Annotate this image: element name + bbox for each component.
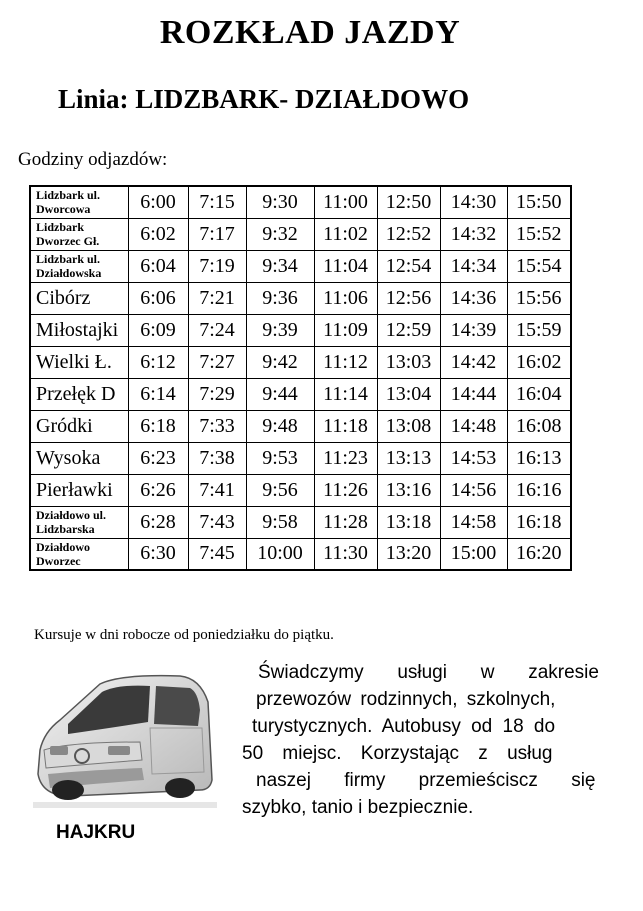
- departure-time: 11:02: [314, 218, 377, 250]
- timetable-row: [30, 474, 571, 506]
- departure-time: 13:08: [377, 410, 440, 442]
- departure-time: 13:18: [377, 506, 440, 538]
- departure-time: 12:50: [377, 186, 440, 218]
- stop-name: Gródki: [30, 410, 128, 442]
- timetable-row: [30, 186, 571, 218]
- departure-time: 7:43: [188, 506, 246, 538]
- departure-time: 6:00: [128, 186, 188, 218]
- stop-name: Lidzbark Dworzec Gł.: [30, 218, 128, 250]
- departure-time: 14:44: [440, 378, 507, 410]
- departure-time: 9:44: [246, 378, 314, 410]
- services-word: Świadczymy: [258, 662, 364, 683]
- departure-time: 6:26: [128, 474, 188, 506]
- timetable-row: [30, 538, 571, 570]
- stop-name: Miłostajki: [30, 314, 128, 346]
- departure-time: 15:54: [507, 250, 571, 282]
- departure-time: 11:09: [314, 314, 377, 346]
- timetable-row: [30, 442, 571, 474]
- stop-name: Lidzbark ul. Dworcowa: [30, 186, 128, 218]
- page-title: ROZKŁAD JAZDY: [159, 14, 461, 51]
- departure-time: 7:24: [188, 314, 246, 346]
- services-line: szybko, tanio i bezpiecznie.: [242, 797, 474, 818]
- departure-time: 9:58: [246, 506, 314, 538]
- departure-time: 12:59: [377, 314, 440, 346]
- departure-time: 14:56: [440, 474, 507, 506]
- departure-time: 7:29: [188, 378, 246, 410]
- departure-time: 9:32: [246, 218, 314, 250]
- timetable-row: [30, 314, 571, 346]
- departure-time: 16:16: [507, 474, 571, 506]
- departure-time: 7:21: [188, 282, 246, 314]
- stop-name: Przełęk D: [30, 378, 128, 410]
- departure-time: 6:14: [128, 378, 188, 410]
- services-line: przewozów rodzinnych, szkolnych,: [256, 689, 556, 710]
- stop-name: Wysoka: [30, 442, 128, 474]
- departure-time: 10:00: [246, 538, 314, 570]
- departure-time: 9:36: [246, 282, 314, 314]
- departure-time: 9:34: [246, 250, 314, 282]
- departure-time: 11:00: [314, 186, 377, 218]
- services-line: [242, 659, 599, 686]
- stop-name: Lidzbark ul. Działdowska: [30, 250, 128, 282]
- departure-time: 12:56: [377, 282, 440, 314]
- departure-time: 9:48: [246, 410, 314, 442]
- minibus-image: [30, 662, 220, 812]
- stop-name: Wielki Ł.: [30, 346, 128, 378]
- departure-time: 14:58: [440, 506, 507, 538]
- timetable-row: [30, 250, 571, 282]
- operating-days-note: Kursuje w dni robocze od poniedziałku do piątku.: [34, 627, 334, 643]
- services-word: usługi: [397, 662, 447, 683]
- stop-name: Cibórz: [30, 282, 128, 314]
- departure-time: 11:28: [314, 506, 377, 538]
- timetable-row: [30, 410, 571, 442]
- departure-time: 15:52: [507, 218, 571, 250]
- departure-time: 9:42: [246, 346, 314, 378]
- timetable-row: [30, 346, 571, 378]
- departure-time: 11:06: [314, 282, 377, 314]
- services-line: naszej firmy przemieściscz się: [256, 770, 596, 791]
- services-line: 50 miejsc. Korzystając z usług: [242, 743, 553, 764]
- route-subtitle: Linia: LIDZBARK- DZIAŁDOWO: [58, 84, 470, 114]
- timetable-row: [30, 378, 571, 410]
- departure-time: 14:48: [440, 410, 507, 442]
- departure-time: 6:18: [128, 410, 188, 442]
- departure-time: 13:20: [377, 538, 440, 570]
- stop-name: Pierławki: [30, 474, 128, 506]
- departure-time: 9:30: [246, 186, 314, 218]
- timetable-row: [30, 506, 571, 538]
- departure-time: 7:33: [188, 410, 246, 442]
- departure-time: 11:23: [314, 442, 377, 474]
- departure-time: 16:20: [507, 538, 571, 570]
- services-line: turystycznych. Autobusy od 18 do: [252, 716, 556, 737]
- departure-time: 14:36: [440, 282, 507, 314]
- company-name: HAJKRU: [56, 822, 136, 843]
- departure-time: 16:18: [507, 506, 571, 538]
- departure-time: 14:34: [440, 250, 507, 282]
- timetable: [29, 185, 572, 571]
- departure-time: 14:39: [440, 314, 507, 346]
- departure-time: 6:06: [128, 282, 188, 314]
- departure-time: 9:56: [246, 474, 314, 506]
- stop-name: Działdowo Dworzec: [30, 538, 128, 570]
- departure-time: 16:13: [507, 442, 571, 474]
- departure-time: 16:04: [507, 378, 571, 410]
- timetable-row: [30, 282, 571, 314]
- departure-time: 9:39: [246, 314, 314, 346]
- departure-time: 15:56: [507, 282, 571, 314]
- departure-time: 13:03: [377, 346, 440, 378]
- departure-time: 13:13: [377, 442, 440, 474]
- timetable-body: [30, 186, 571, 570]
- departure-time: 13:04: [377, 378, 440, 410]
- departure-time: 6:30: [128, 538, 188, 570]
- departure-time: 11:26: [314, 474, 377, 506]
- departure-time: 12:54: [377, 250, 440, 282]
- departure-time: 6:02: [128, 218, 188, 250]
- departure-time: 7:15: [188, 186, 246, 218]
- departure-time: 15:59: [507, 314, 571, 346]
- services-description: [242, 659, 599, 821]
- departure-time: 11:18: [314, 410, 377, 442]
- services-word: w: [480, 662, 495, 683]
- departure-time: 16:02: [507, 346, 571, 378]
- departure-time: 15:50: [507, 186, 571, 218]
- departure-time: 16:08: [507, 410, 571, 442]
- departure-time: 6:04: [128, 250, 188, 282]
- departure-time: 14:42: [440, 346, 507, 378]
- timetable-row: [30, 218, 571, 250]
- departure-time: 7:41: [188, 474, 246, 506]
- departure-time: 11:14: [314, 378, 377, 410]
- departure-time: 12:52: [377, 218, 440, 250]
- departure-time: 6:12: [128, 346, 188, 378]
- departure-time: 6:23: [128, 442, 188, 474]
- services-word: zakresie: [528, 662, 599, 683]
- departure-time: 11:30: [314, 538, 377, 570]
- departure-time: 9:53: [246, 442, 314, 474]
- departure-time: 7:45: [188, 538, 246, 570]
- departure-time: 15:00: [440, 538, 507, 570]
- departure-time: 7:27: [188, 346, 246, 378]
- departure-time: 11:04: [314, 250, 377, 282]
- departures-label: Godziny odjazdów:: [18, 149, 168, 170]
- departure-time: 7:19: [188, 250, 246, 282]
- departure-time: 13:16: [377, 474, 440, 506]
- departure-time: 14:32: [440, 218, 507, 250]
- departure-time: 7:38: [188, 442, 246, 474]
- departure-time: 14:53: [440, 442, 507, 474]
- departure-time: 7:17: [188, 218, 246, 250]
- departure-time: 6:09: [128, 314, 188, 346]
- departure-time: 14:30: [440, 186, 507, 218]
- stop-name: Działdowo ul. Lidzbarska: [30, 506, 128, 538]
- departure-time: 6:28: [128, 506, 188, 538]
- departure-time: 11:12: [314, 346, 377, 378]
